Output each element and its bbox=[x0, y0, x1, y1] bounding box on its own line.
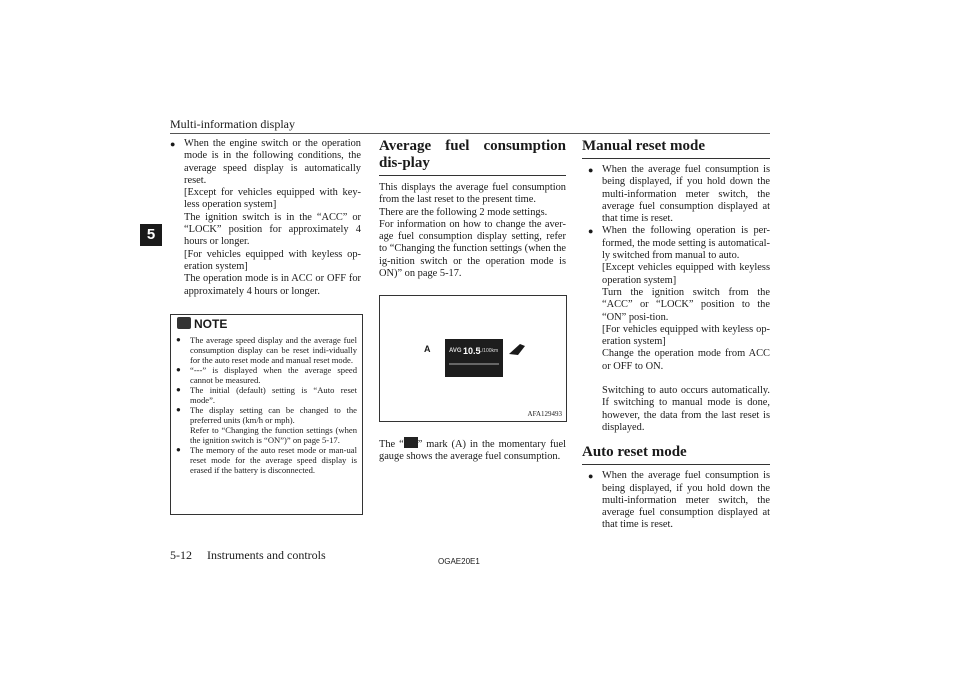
section-heading-auto-reset: Auto reset mode bbox=[582, 444, 687, 461]
paragraph: For information on how to change the aver-age fuel consumption display setting, refer to “Changing the function settings (when the ig-nition switch or the operation mode is ON)” on page 5-17. bbox=[379, 218, 566, 280]
pointer-arrow-icon bbox=[508, 342, 526, 356]
manual-line: [Except vehicles equipped with keyless operation system] bbox=[602, 262, 770, 286]
paragraph: This displays the average fuel consumption from the last reset to the present time. bbox=[379, 182, 566, 206]
manual-line: [For vehicles equipped with keyless op-eration system] bbox=[602, 323, 770, 348]
column-1 bbox=[170, 138, 361, 298]
note-heading: NOTE bbox=[171, 315, 362, 331]
manual-line: Turn the ignition switch from the “ACC” or “LOCK” position to the “ON” posi-tion. bbox=[602, 286, 770, 323]
footer-code: OGAE20E1 bbox=[438, 557, 480, 566]
manual-bullet: ● When the following operation is per-formed, the mode setting is automatical-ly switched from manual to auto. bbox=[588, 225, 770, 262]
header-rule bbox=[170, 133, 770, 134]
manual-paragraph: Switching to auto occurs automatically. If switching to manual mode is done, however, the data from the last reset is displayed. bbox=[602, 385, 770, 433]
section-heading-manual-reset: Manual reset mode bbox=[582, 138, 706, 154]
fuel-unit: L/100km bbox=[479, 348, 499, 354]
fuel-gauge-bar bbox=[449, 363, 499, 365]
note-item: ● The initial (default) setting is “Auto reset mode”. bbox=[176, 385, 357, 405]
note-icon bbox=[177, 317, 191, 329]
note-refer: Refer to “Changing the function settings (when the ignition switch is “ON”)” on page 5-17. bbox=[190, 425, 357, 445]
average-mark-icon bbox=[404, 437, 418, 448]
note-item: ● The memory of the auto reset mode or man-ual reset mode for the average speed display is erased if the battery is disconnected. bbox=[176, 445, 357, 475]
note-box bbox=[170, 314, 363, 515]
fuel-value: 10.5 bbox=[463, 346, 481, 356]
condition-line: The operation mode is in ACC or OFF for approximately 4 hours or longer. bbox=[184, 273, 361, 297]
footer-page: 5-12 Instruments and controls bbox=[170, 548, 326, 562]
note-item: ● The average speed display and the average fuel consumption display can be reset indi-vidually for the auto reset mode and manual reset mode. bbox=[176, 335, 357, 365]
figure-caption: The “ ” mark (A) in the momentary fuel gauge shows the average fuel consumption. bbox=[379, 439, 566, 463]
section-tab: 5 bbox=[140, 224, 162, 246]
manual-bullet: ● When the average fuel consumption is being displayed, if you hold down the multi-information meter switch, the average fuel consumption displayed at that time is reset. bbox=[588, 164, 770, 225]
manual-line: Change the operation mode from ACC or OFF to ON. bbox=[602, 348, 770, 372]
paragraph: There are the following 2 mode settings. bbox=[379, 206, 548, 218]
note-item: ● The display setting can be changed to the preferred units (km/h or mph). bbox=[176, 405, 357, 425]
running-header: Multi-information display bbox=[170, 117, 295, 131]
note-item: ● “---” is displayed when the average speed cannot be measured. bbox=[176, 365, 357, 385]
figure-code: AFA129493 bbox=[527, 410, 562, 418]
condition-line: [For vehicles equipped with keyless op-eration system] bbox=[184, 248, 361, 272]
column-3 bbox=[582, 138, 770, 532]
figure-display bbox=[379, 295, 567, 422]
section-heading-average-fuel: Average fuel consumption dis-play bbox=[379, 138, 566, 171]
column-2 bbox=[379, 138, 566, 280]
bullet-reset-conditions: ● When the engine switch or the operation mode is in the following conditions, the average speed display is automatically reset. bbox=[170, 138, 361, 187]
condition-line: [Except for vehicles equipped with key-less operation system] bbox=[184, 187, 361, 211]
auto-bullet: ● When the average fuel consumption is being displayed, if you hold down the multi-information meter switch, the average fuel consumption displayed at that time is reset. bbox=[588, 470, 770, 531]
callout-label: A bbox=[424, 344, 431, 354]
display-screen bbox=[445, 339, 503, 377]
avg-label: AVG bbox=[449, 348, 462, 354]
condition-line: The ignition switch is in the “ACC” or “LOCK” position for approximately 4 hours or longer. bbox=[184, 211, 361, 248]
